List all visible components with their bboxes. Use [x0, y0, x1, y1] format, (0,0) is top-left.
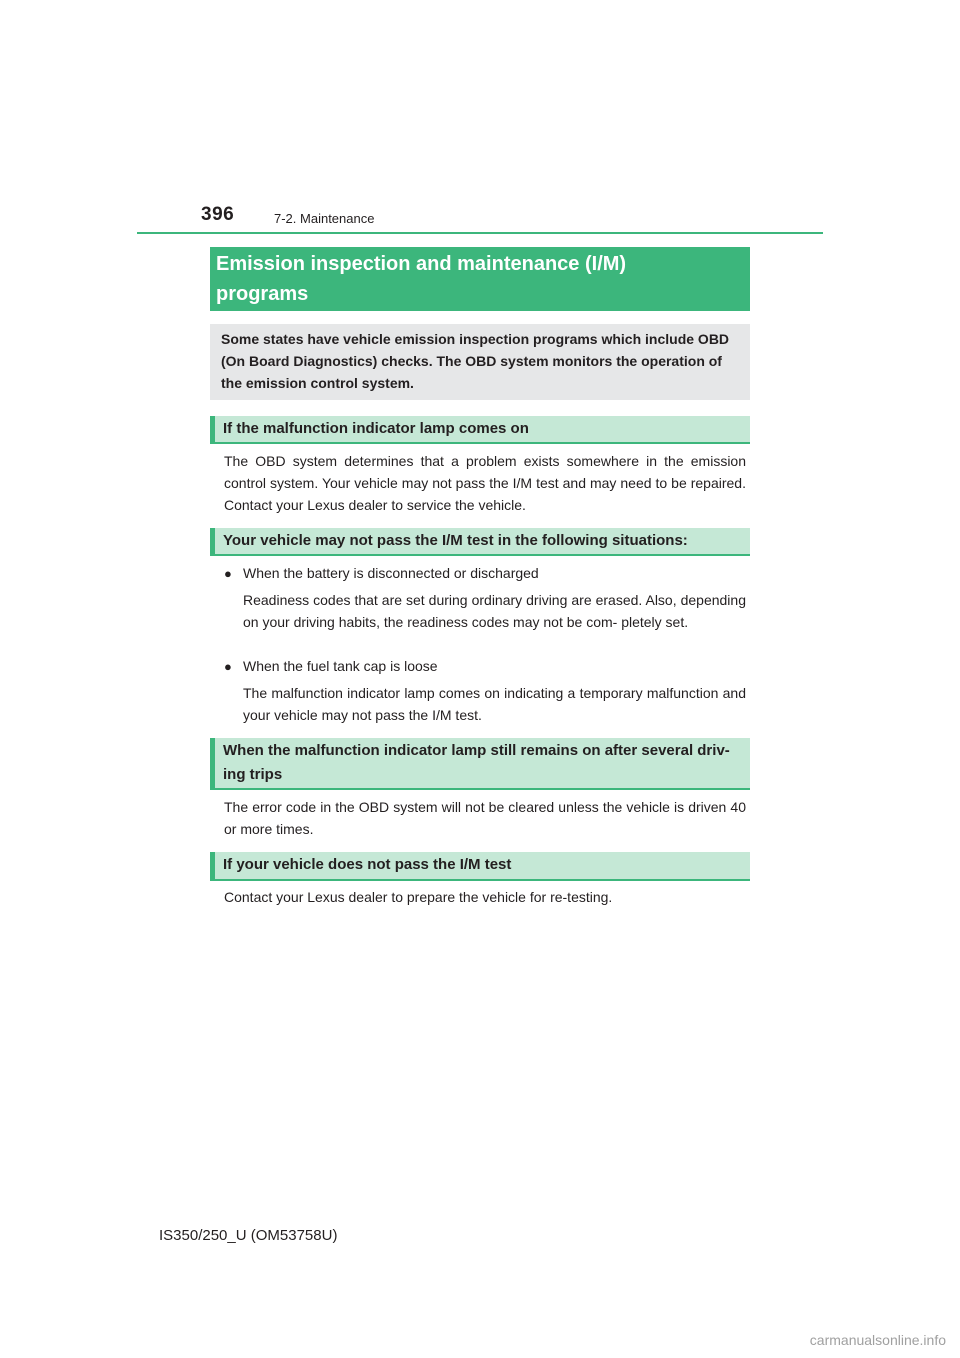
footer-model-code: IS350/250_U (OM53758U)	[159, 1227, 338, 1244]
section-body-does-not-pass: Contact your Lexus dealer to prepare the vehicle for re-testing.	[224, 889, 613, 905]
intro-line-2: (On Board Diagnostics) checks. The OBD system monitors the operation of	[221, 353, 722, 369]
bullet-dot-icon: ●	[224, 566, 232, 581]
bullet-item-battery	[224, 562, 539, 585]
section-heading-remains-on: When the malfunction indicator lamp still remains on after several driv- ing trips	[210, 738, 750, 790]
section-body-remains-on: The error code in the OBD system will not be cleared unless the vehicle is driven 40 or more times.	[224, 799, 746, 837]
bullet-detail-fuel-cap: The malfunction indicator lamp comes on indicating a temporary malfunction and your vehicle may not pass the I/M test.	[243, 685, 746, 723]
section-label: 7-2. Maintenance	[274, 211, 375, 226]
bullet-detail-battery: Readiness codes that are set during ordinary driving are erased. Also, depending on your driving habits, the readiness codes may not be com- pletely set.	[243, 592, 746, 630]
section-heading-does-not-pass: If your vehicle does not pass the I/M test	[210, 852, 750, 881]
watermark: carmanualsonline.info	[809, 1332, 946, 1348]
page-title-line-2: programs	[216, 283, 309, 305]
page-title-line-1: Emission inspection and maintenance (I/M)	[216, 253, 627, 275]
bullet-item-fuel-cap	[224, 655, 438, 678]
header-divider	[137, 232, 823, 234]
page-number: 396	[201, 204, 235, 225]
intro-box	[210, 324, 750, 400]
intro-line-3: the emission control system.	[221, 375, 414, 391]
section-heading-malfunction-lamp: If the malfunction indicator lamp comes on	[210, 416, 750, 444]
section-heading-may-not-pass: Your vehicle may not pass the I/M test in the following situations:	[210, 528, 750, 556]
bullet-text-battery: When the battery is disconnected or discharged	[243, 565, 539, 581]
page-title	[210, 247, 750, 311]
bullet-dot-icon: ●	[224, 659, 232, 674]
bullet-text-fuel-cap: When the fuel tank cap is loose	[243, 658, 438, 674]
section-body-malfunction-lamp: The OBD system determines that a problem exists somewhere in the emission control system. Your vehicle may not pass the I/M test and may need to be repaired. Contact your Lexus dealer to service the vehicle.	[224, 453, 746, 513]
intro-line-1: Some states have vehicle emission inspection programs which include OBD	[221, 331, 730, 347]
